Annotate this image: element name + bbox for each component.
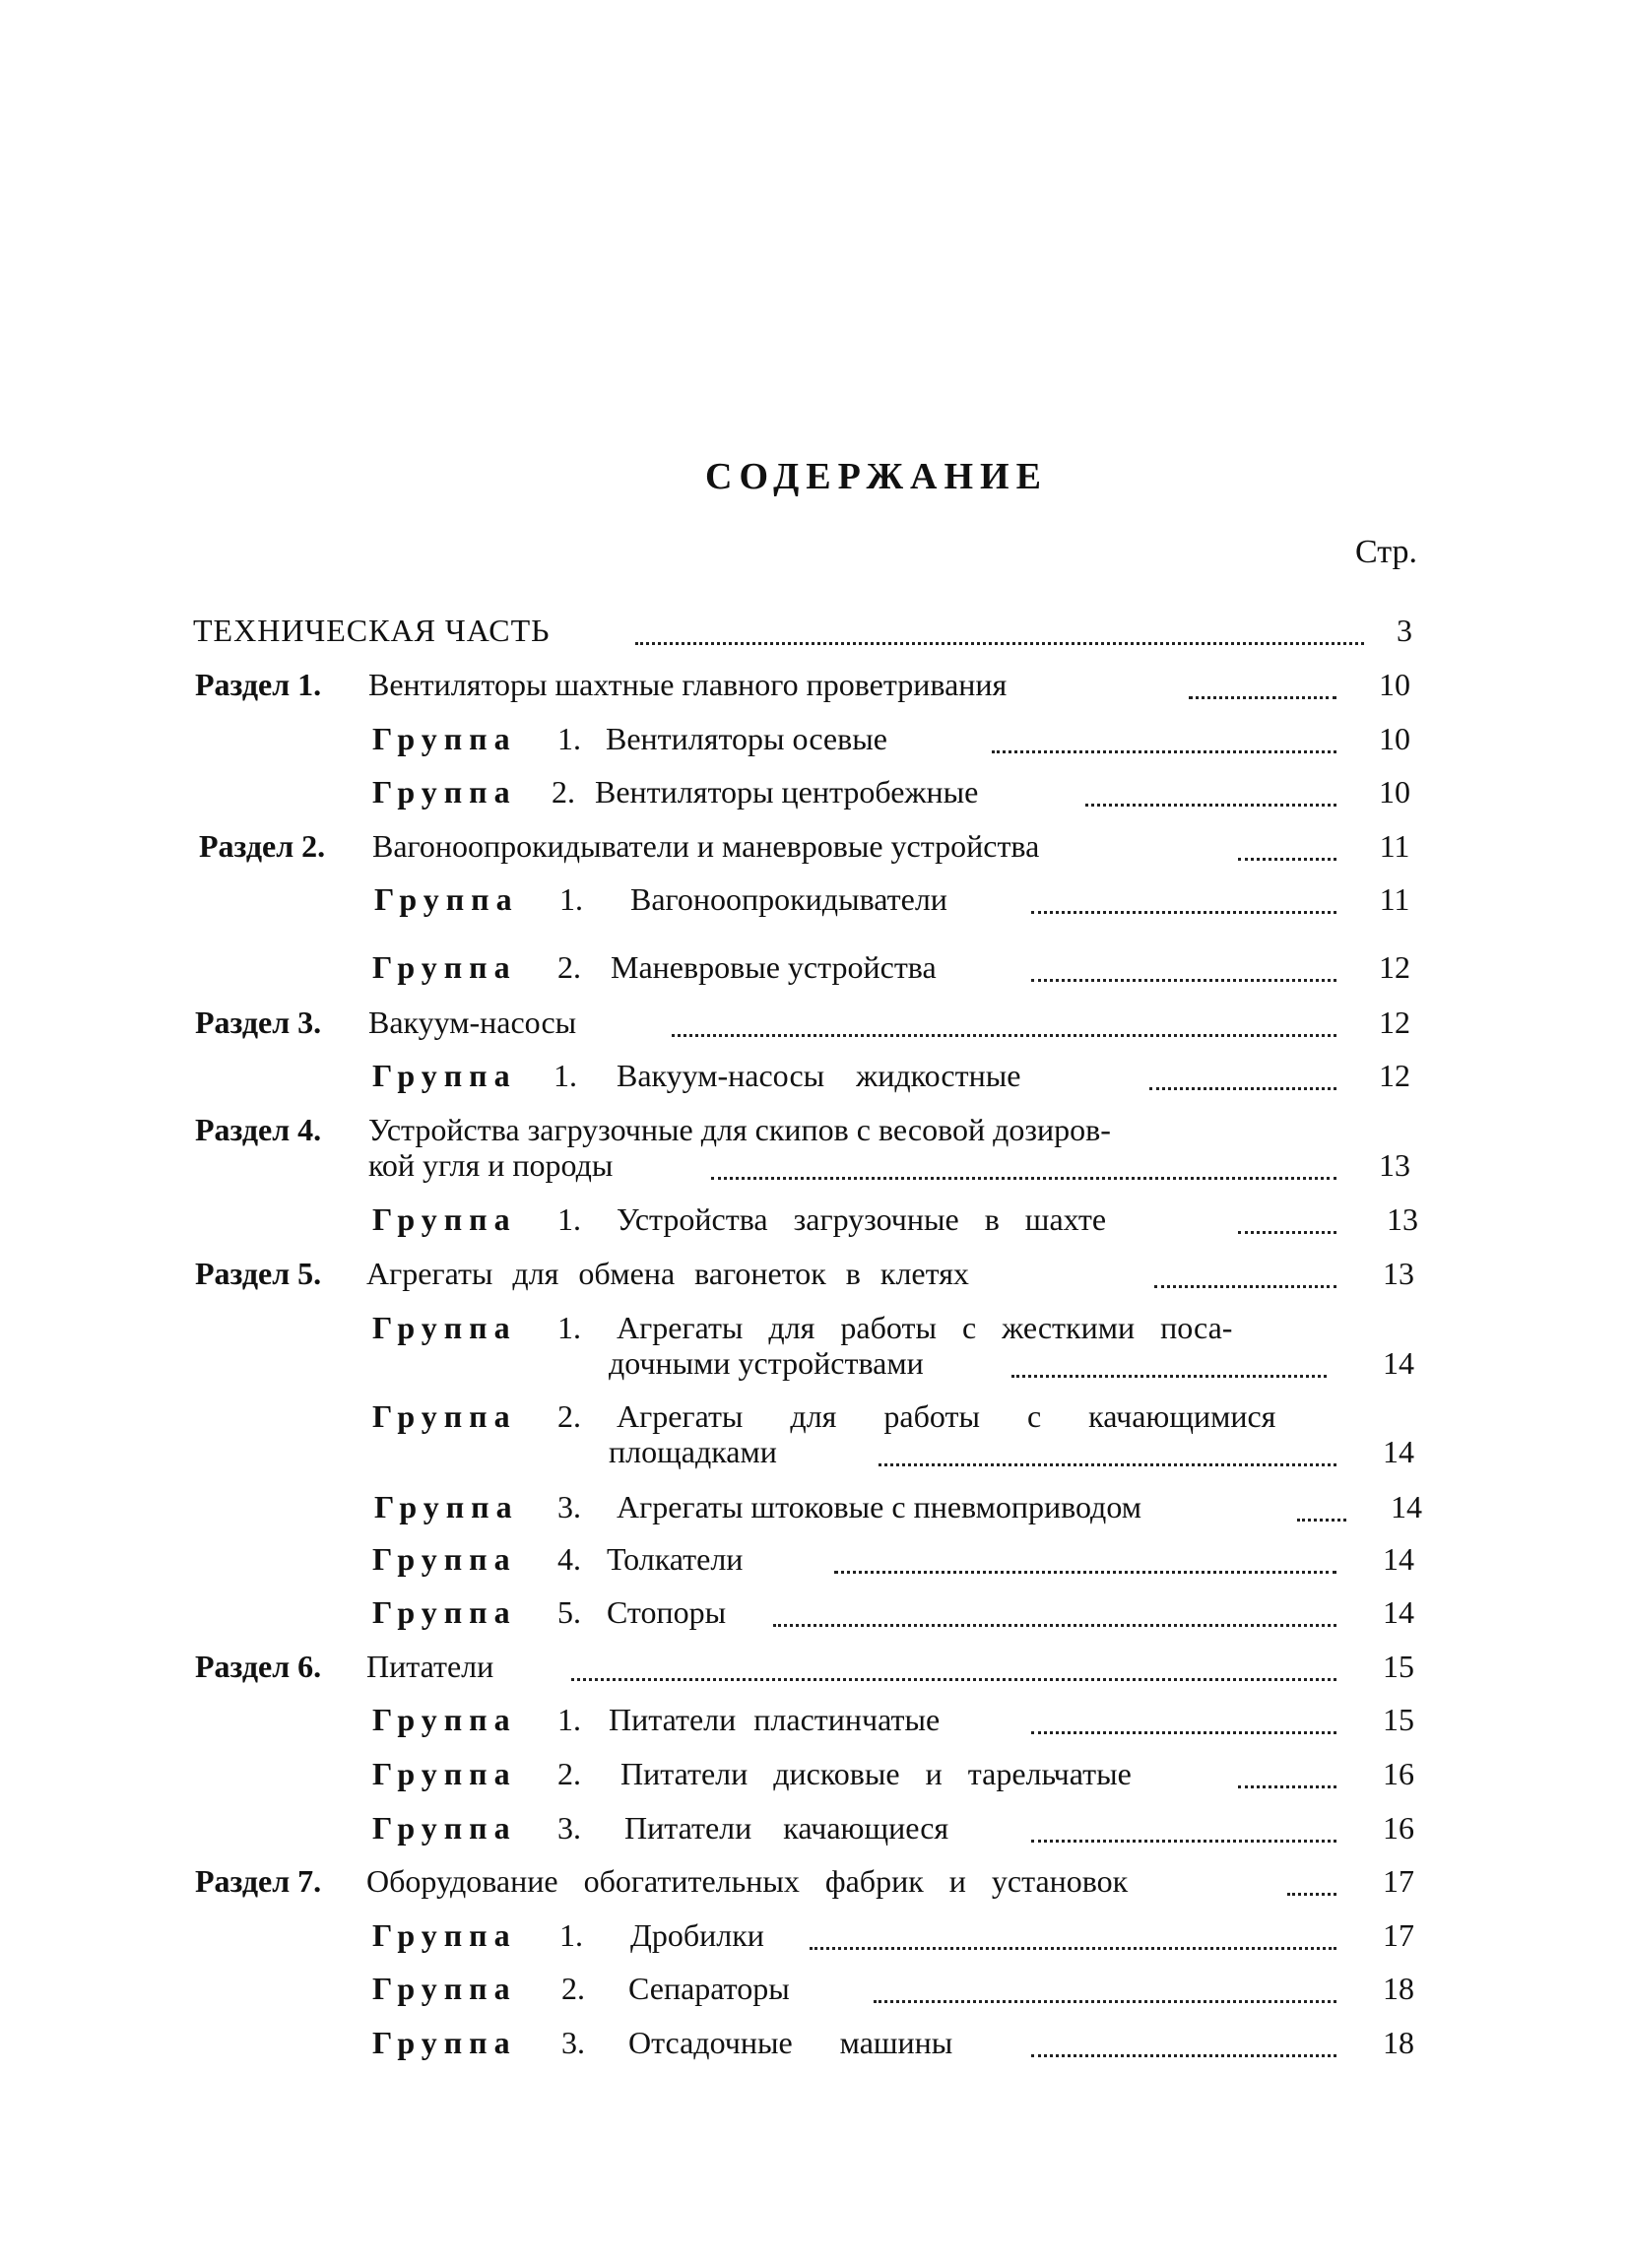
- toc-entry-title-continued: кой угля и породы: [368, 1147, 614, 1183]
- toc-entry-technical-part[interactable]: [0, 611, 1628, 650]
- toc-entry-title-continued: дочными устройствами: [609, 1345, 924, 1381]
- dot-leader: [1154, 1285, 1336, 1288]
- group-label: Группа: [372, 721, 517, 756]
- dot-leader: [1238, 858, 1336, 861]
- dot-leader: [874, 2000, 1336, 2003]
- toc-page-number: 18: [1383, 1971, 1414, 2006]
- toc-page-number: 12: [1379, 1058, 1410, 1093]
- dot-leader: [992, 750, 1336, 753]
- toc-page-number: 15: [1383, 1702, 1414, 1737]
- toc-page-number: 12: [1379, 1004, 1410, 1040]
- section-label: Раздел 7.: [195, 1863, 322, 1899]
- section-label: Раздел 5.: [195, 1256, 322, 1291]
- group-label: Группа: [372, 774, 517, 810]
- toc-page-number: 11: [1379, 828, 1410, 864]
- toc-entry-group[interactable]: [0, 879, 1628, 919]
- group-label: Группа: [372, 1398, 517, 1434]
- toc-page-number: 14: [1383, 1594, 1414, 1630]
- group-number: 1.: [557, 1201, 581, 1237]
- toc-entry-group[interactable]: [0, 1308, 1628, 1387]
- dot-leader: [1031, 911, 1336, 914]
- toc-entry-title: Вентиляторы осевые: [606, 721, 887, 756]
- group-label: Группа: [372, 1201, 517, 1237]
- toc-entry-title: Сепараторы: [628, 1971, 790, 2006]
- group-label: Группа: [372, 1541, 517, 1577]
- toc-page-number: 15: [1383, 1649, 1414, 1684]
- toc-page-number: 16: [1383, 1810, 1414, 1846]
- toc-entry-group[interactable]: [0, 947, 1628, 987]
- group-label: Группа: [374, 1489, 519, 1524]
- toc-page-number: 16: [1383, 1756, 1414, 1791]
- toc-entry-section-6[interactable]: [0, 1647, 1628, 1686]
- toc-entry-group[interactable]: [0, 1592, 1628, 1632]
- dot-leader: [1297, 1519, 1346, 1522]
- group-number: 1.: [557, 1702, 581, 1737]
- toc-page-number: 13: [1379, 1147, 1410, 1183]
- toc-entry-title: Питатели пластинчатые: [609, 1702, 941, 1737]
- dot-leader: [1238, 1231, 1336, 1234]
- group-number: 1.: [557, 721, 581, 756]
- toc-entry-group[interactable]: [0, 1808, 1628, 1847]
- toc-entry-section-5[interactable]: [0, 1254, 1628, 1293]
- toc-entry-title: Агрегаты для работы с жесткими поса-: [617, 1310, 1233, 1345]
- dot-leader: [1031, 2054, 1336, 2057]
- group-label: Группа: [372, 1810, 517, 1846]
- toc-page-number: 18: [1383, 2025, 1414, 2060]
- dot-leader: [1011, 1375, 1327, 1378]
- toc-entry-title-continued: площадками: [609, 1434, 777, 1469]
- toc-page-number: 17: [1383, 1917, 1414, 1953]
- toc-entry-title: Агрегаты для работы с качающимися: [617, 1398, 1276, 1434]
- toc-entry-title: Вакуум-насосы жидкостные: [617, 1058, 1021, 1093]
- toc-page-number: 14: [1383, 1345, 1414, 1381]
- toc-entry-title: Отсадочные машины: [628, 2025, 953, 2060]
- toc-entry-group[interactable]: [0, 1199, 1628, 1239]
- toc-page-number: 10: [1379, 774, 1410, 810]
- group-label: Группа: [372, 1058, 517, 1093]
- toc-entry-title: Маневровые устройства: [611, 949, 937, 985]
- toc-entry-title: Толкатели: [607, 1541, 744, 1577]
- group-number: 3.: [557, 1489, 581, 1524]
- group-label: Группа: [374, 881, 519, 917]
- section-label: Раздел 3.: [195, 1004, 322, 1040]
- toc-page-number: 3: [1397, 613, 1412, 648]
- group-label: Группа: [372, 2025, 517, 2060]
- toc-entry-group[interactable]: [0, 1969, 1628, 2008]
- group-number: 3.: [561, 2025, 585, 2060]
- section-label: Раздел 1.: [195, 667, 322, 702]
- section-label: Раздел 2.: [199, 828, 326, 864]
- toc-page-number: 10: [1379, 721, 1410, 756]
- dot-leader: [1287, 1893, 1336, 1896]
- toc-page-number: 14: [1391, 1489, 1422, 1524]
- dot-leader: [1189, 696, 1336, 699]
- group-label: Группа: [372, 949, 517, 985]
- group-number: 1.: [559, 881, 583, 917]
- dot-leader: [672, 1034, 1336, 1037]
- group-label: Группа: [372, 1594, 517, 1630]
- group-label: Группа: [372, 1971, 517, 2006]
- dot-leader: [571, 1678, 1336, 1681]
- dot-leader: [1031, 1731, 1336, 1734]
- group-number: 4.: [557, 1541, 581, 1577]
- toc-page-number: 17: [1383, 1863, 1414, 1899]
- section-label: Раздел 4.: [195, 1112, 322, 1147]
- section-label: Раздел 6.: [195, 1649, 322, 1684]
- toc-entry-group[interactable]: [0, 2023, 1628, 2062]
- toc-entry-title: Вакуум-насосы: [368, 1004, 577, 1040]
- dot-leader: [834, 1571, 1336, 1574]
- toc-entry-group[interactable]: [0, 1915, 1628, 1955]
- toc-entry-title: Агрегаты для обмена вагонеток в клетях: [366, 1256, 969, 1291]
- toc-entry-title: Питатели дисковые и тарельчатые: [620, 1756, 1132, 1791]
- toc-page-number: 14: [1383, 1541, 1414, 1577]
- group-number: 2.: [557, 1398, 581, 1434]
- toc-page-number: 12: [1379, 949, 1410, 985]
- toc-entry-group[interactable]: [0, 719, 1628, 758]
- dot-leader: [1031, 979, 1336, 982]
- toc-entry-title: Агрегаты штоковые с пневмоприводом: [617, 1489, 1141, 1524]
- group-number: 2.: [561, 1971, 585, 2006]
- toc-entry-title: Питатели: [366, 1649, 494, 1684]
- toc-entry-title: Вентиляторы шахтные главного проветривания: [368, 667, 1008, 702]
- toc-entry-group[interactable]: [0, 1056, 1628, 1095]
- toc-entry-group[interactable]: [0, 1487, 1628, 1526]
- toc-entry-group[interactable]: [0, 1539, 1628, 1579]
- toc-page-number: 10: [1379, 667, 1410, 702]
- toc-entry-title: Вагоноопрокидыватели: [630, 881, 947, 917]
- dot-leader: [635, 642, 1364, 645]
- page-column-header: Стр.: [1355, 534, 1418, 570]
- toc-entry-group[interactable]: [0, 1700, 1628, 1739]
- dot-leader: [1238, 1785, 1336, 1788]
- group-label: Группа: [372, 1702, 517, 1737]
- dot-leader: [1031, 1840, 1336, 1843]
- toc-entry-section-4[interactable]: [0, 1110, 1628, 1189]
- toc-page-number: 14: [1383, 1434, 1414, 1469]
- toc-page-number: 13: [1383, 1256, 1414, 1291]
- toc-entry-title: ТЕХНИЧЕСКАЯ ЧАСТЬ: [193, 613, 551, 648]
- toc-entry-title: Вентиляторы центробежные: [595, 774, 979, 810]
- toc-entry-title: Питатели качающиеся: [624, 1810, 949, 1846]
- group-number: 1.: [557, 1310, 581, 1345]
- dot-leader: [773, 1624, 1336, 1627]
- toc-entry-title: Устройства загрузочные в шахте: [617, 1201, 1107, 1237]
- toc-page-number: 13: [1387, 1201, 1418, 1237]
- group-label: Группа: [372, 1310, 517, 1345]
- toc-entry-title: Устройства загрузочные для скипов с весовой дозиров-: [368, 1112, 1111, 1147]
- page-title: СОДЕРЖАНИЕ: [705, 456, 1048, 497]
- dot-leader: [1149, 1087, 1336, 1090]
- group-number: 5.: [557, 1594, 581, 1630]
- group-number: 1.: [554, 1058, 577, 1093]
- group-number: 3.: [557, 1810, 581, 1846]
- toc-entry-section-7[interactable]: [0, 1861, 1628, 1901]
- toc-page-number: 11: [1379, 881, 1410, 917]
- group-number: 2.: [552, 774, 575, 810]
- group-number: 2.: [557, 949, 581, 985]
- dot-leader: [1085, 804, 1336, 807]
- toc-entry-group[interactable]: [0, 1754, 1628, 1793]
- toc-entry-group[interactable]: [0, 1396, 1628, 1475]
- group-label: Группа: [372, 1917, 517, 1953]
- toc-entry-title: Стопоры: [607, 1594, 727, 1630]
- dot-leader: [711, 1177, 1336, 1180]
- toc-entry-section-1[interactable]: [0, 665, 1628, 704]
- toc-entry-title: Дробилки: [630, 1917, 764, 1953]
- toc-entry-title: Оборудование обогатительных фабрик и установок: [366, 1863, 1129, 1899]
- group-label: Группа: [372, 1756, 517, 1791]
- toc-entry-section-3[interactable]: [0, 1003, 1628, 1042]
- dot-leader: [810, 1947, 1336, 1950]
- toc-entry-section-2[interactable]: [0, 826, 1628, 866]
- dot-leader: [879, 1463, 1336, 1466]
- toc-entry-title: Вагоноопрокидыватели и маневровые устройства: [372, 828, 1040, 864]
- group-number: 1.: [559, 1917, 583, 1953]
- toc-entry-group[interactable]: [0, 772, 1628, 811]
- group-number: 2.: [557, 1756, 581, 1791]
